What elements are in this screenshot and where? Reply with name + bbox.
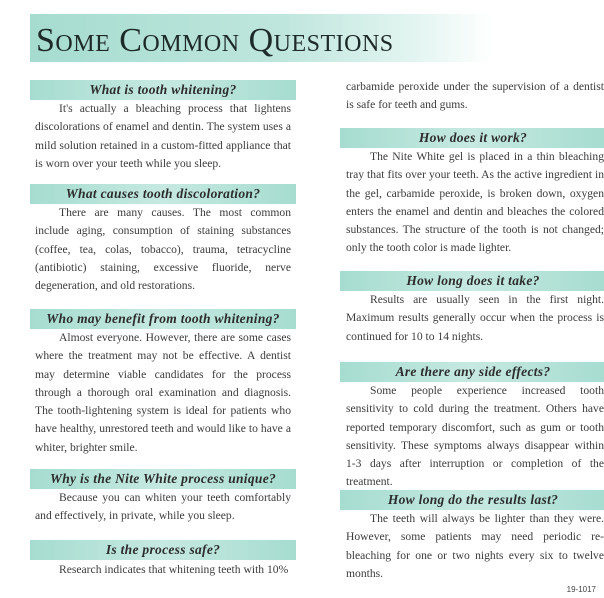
section-text: The Nite White gel is placed in a thin bleaching tray that fits over your teeth. As the active ingredient in the gel, carbamide peroxide, is broken down, oxygen enters the enamel and dentin and bleaches the colored substances. The structure of the tooth is not changed; only the tooth color is made lighter. bbox=[346, 150, 604, 255]
section-text: Because you can whiten your teeth comfortably and effectively, in private, while you sleep. bbox=[35, 491, 291, 523]
title-banner bbox=[30, 14, 494, 62]
section-heading: Why is the Nite White process unique? bbox=[49, 471, 277, 486]
section-text: Results are usually seen in the first night. Maximum results generally occur when the process is continued for 10 to 14 nights. bbox=[346, 293, 604, 343]
section-text: Research indicates that whitening teeth with 10% bbox=[59, 563, 289, 576]
section-heading: How long do the results last? bbox=[387, 492, 559, 507]
section-text: It's actually a bleaching process that lightens discolorations of enamel and dentin. The system uses a mild solution retained in a custom-fitted appliance that is worn over your teeth while you sleep. bbox=[35, 102, 291, 170]
document-code: 19-1017 bbox=[566, 585, 596, 594]
section-text-continued: carbamide peroxide under the supervision of a dentist is safe for teeth and gums. bbox=[346, 80, 604, 112]
section-heading: What is tooth whitening? bbox=[89, 82, 237, 97]
heading-bar-process-safe bbox=[30, 540, 296, 560]
section-heading: What causes tooth discoloration? bbox=[65, 186, 261, 201]
section-heading: Who may benefit from tooth whitening? bbox=[46, 311, 280, 326]
section-heading: How does it work? bbox=[418, 130, 528, 145]
section-text: The teeth will always be lighter than they were. However, some patients may need periodic re-bleaching for one or two nights every six to twelve months. bbox=[346, 512, 604, 580]
heading-bar-side-effects bbox=[340, 362, 604, 382]
heading-bar-results-last bbox=[340, 490, 604, 510]
heading-bar-how-it-works bbox=[340, 128, 604, 148]
heading-bar-who-may-benefit bbox=[30, 309, 296, 329]
section-text: There are many causes. The most common include aging, consumption of staining substances (coffee, tea, colas, tobacco), trauma, tetracycline (antibiotic) staining, excessive fluoride, nerve degeneration, and old restorations. bbox=[35, 206, 291, 293]
section-heading: Is the process safe? bbox=[105, 542, 221, 557]
heading-bar-tooth-whitening bbox=[30, 80, 296, 100]
section-heading: Are there any side effects? bbox=[395, 364, 551, 379]
section-heading: How long does it take? bbox=[406, 273, 540, 288]
heading-bar-discoloration bbox=[30, 184, 296, 204]
section-text: Almost everyone. However, there are some cases where the treatment may not be effective. A dentist may determine viable candidates for the process through a thorough oral examination and diagnosis. The tooth-lightening system is ideal for patients who have healthy, unrestored teeth and would like to have a whiter, brighter smile. bbox=[35, 331, 291, 454]
heading-bar-how-long-take bbox=[340, 271, 604, 291]
heading-bar-nite-white-unique bbox=[30, 469, 296, 489]
section-text: Some people experience increased tooth sensitivity to cold during the treatment. Others have reported temporary discomfort, such as gum or tooth sensitivity. These symptoms always disappear within 1-3 days after interruption or completion of the treatment. bbox=[346, 384, 604, 489]
page-title: Some Common Questions bbox=[36, 22, 394, 59]
